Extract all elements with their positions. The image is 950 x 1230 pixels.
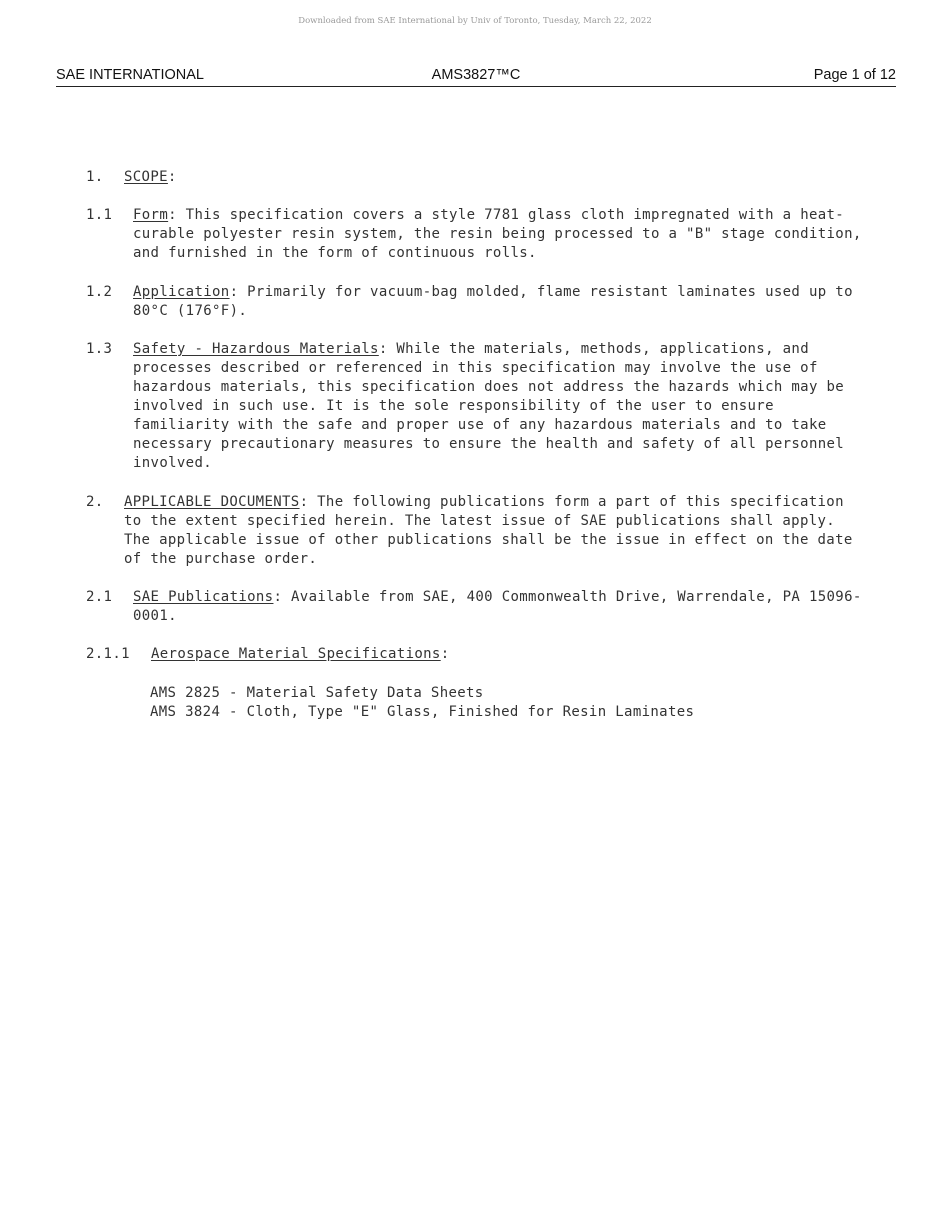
document-body xyxy=(86,168,866,722)
section-title: SAE Publications xyxy=(133,589,274,606)
section-paragraph xyxy=(133,206,866,263)
section-text: : The following publications form a part of this specification to the extent specified herein. The latest issue of SAE publications shall apply. The applicable issue of other publications shall be the issue in effect on the date of the purchase order. xyxy=(124,493,853,567)
section-text: : Primarily for vacuum-bag molded, flame resistant laminates used up to 80°C (176°F). xyxy=(133,283,853,319)
page-number: Page 1 of 12 xyxy=(813,67,896,83)
section-1-3-safety xyxy=(86,340,866,474)
section-heading-colon: : xyxy=(167,169,177,185)
section-heading xyxy=(151,645,866,664)
section-title: Aerospace Material Specifications xyxy=(151,646,441,663)
section-text: : While the materials, methods, applications, and processes described or referenced in this specification may involve the use of hazardous materials, this specification does not address the hazards which may be involved in such use. It is the sole responsibility of the user to ensure familiarity with the safe and proper use of any hazardous materials and to take necessary precautionary measures to ensure the health and safety of all personnel involved. xyxy=(133,340,845,472)
section-text: : This specification covers a style 7781 glass cloth impregnated with a heat-curable polyester resin system, the resin being processed to a "B" stage condition, and furnished in the form of continuous rolls. xyxy=(133,207,862,262)
section-2-1-sae-publications xyxy=(86,588,866,626)
reference-list xyxy=(150,684,866,722)
section-heading xyxy=(124,168,866,187)
section-number: 2.1 xyxy=(86,589,113,606)
list-item: AMS 3824 - Cloth, Type "E" Glass, Finished for Resin Laminates xyxy=(150,703,695,720)
section-number: 1. xyxy=(86,169,104,185)
section-paragraph xyxy=(133,340,866,474)
section-title: Safety - Hazardous Materials xyxy=(133,340,379,357)
section-1-1-form xyxy=(86,206,866,263)
section-paragraph xyxy=(124,493,866,569)
section-paragraph xyxy=(133,588,866,626)
section-number: 1.3 xyxy=(86,340,113,357)
section-title: Application xyxy=(133,283,230,300)
section-paragraph xyxy=(133,283,866,321)
publisher-name: SAE INTERNATIONAL xyxy=(56,67,204,83)
section-number: 1.1 xyxy=(86,207,113,224)
section-title: SCOPE xyxy=(124,169,168,185)
section-title: Form xyxy=(133,207,169,224)
section-title: APPLICABLE DOCUMENTS xyxy=(124,493,300,510)
section-2-1-1-ams xyxy=(86,645,866,664)
list-item: AMS 2825 - Material Safety Data Sheets xyxy=(150,684,484,701)
page-header xyxy=(56,66,896,87)
section-1-2-application xyxy=(86,283,866,321)
section-heading-colon: : xyxy=(440,646,450,663)
section-text: : Available from SAE, 400 Commonwealth Drive, Warrendale, PA 15096-0001. xyxy=(133,589,862,625)
section-1-scope xyxy=(86,168,866,187)
section-number: 2. xyxy=(86,493,104,510)
section-number: 2.1.1 xyxy=(86,646,130,663)
download-watermark: Downloaded from SAE International by Univ of Toronto, Tuesday, March 22, 2022 xyxy=(298,16,652,26)
section-number: 1.2 xyxy=(86,283,113,300)
document-number: AMS3827™C xyxy=(431,67,521,83)
section-2-applicable-documents xyxy=(86,493,866,569)
